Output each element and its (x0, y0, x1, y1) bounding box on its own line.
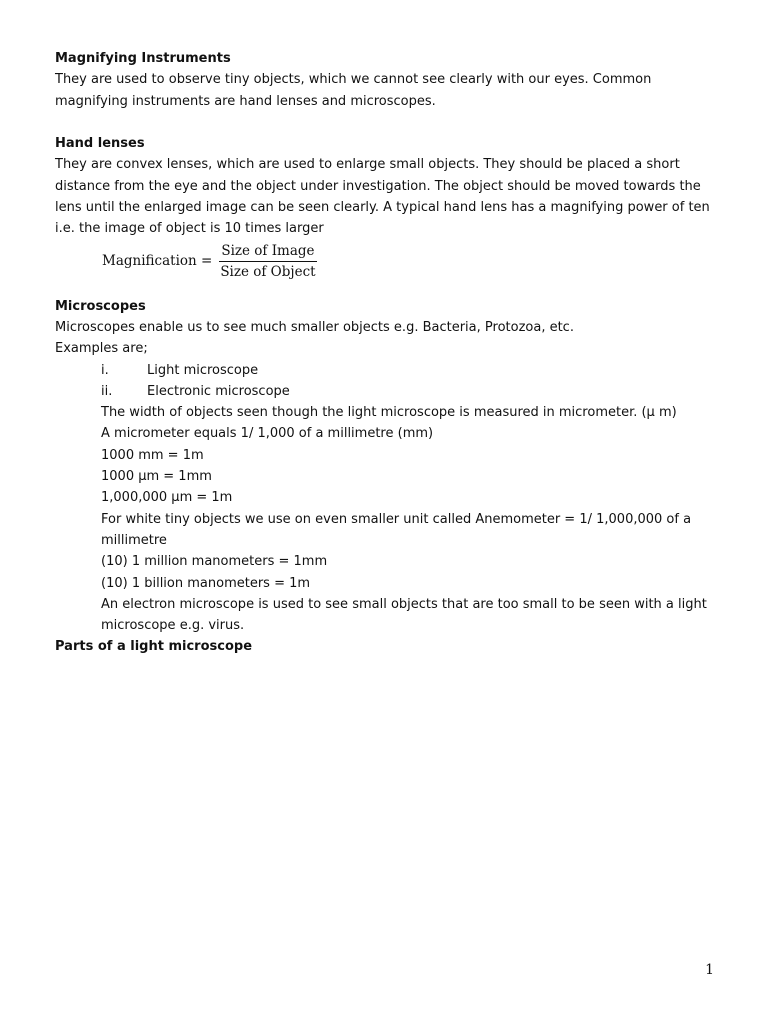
detail-line: For white tiny objects we use on even smaller unit called Anemometer = 1/ 1,000,000 of a (101, 511, 692, 527)
section-heading-hand-lenses: Hand lenses (55, 136, 145, 152)
list-item (55, 360, 715, 381)
paragraph-line: Microscopes enable us to see much smaller objects e.g. Bacteria, Protozoa, etc. (55, 319, 574, 335)
paragraph-line: They are convex lenses, which are used to enlarge small objects. They should be placed a short (55, 157, 680, 173)
paragraph-line: i.e. the image of object is 10 times larger (55, 221, 324, 237)
section-heading-magnifying-instruments: Magnifying Instruments (55, 51, 231, 66)
formula-label: Magnification = (102, 253, 213, 270)
page-number: 1 (705, 962, 714, 978)
list-text: Light microscope (147, 362, 259, 378)
detail-line: (10) 1 million manometers = 1mm (101, 554, 328, 570)
paragraph-line: distance from the eye and the object under investigation. The object should be moved towards the (55, 178, 701, 194)
detail-line: 1000 mm = 1m (101, 447, 204, 463)
section-heading-parts-of-light-microscope: Parts of a light microscope (55, 639, 253, 655)
list-text: Electronic microscope (147, 383, 290, 399)
detail-line: 1000 μm = 1mm (101, 469, 212, 485)
magnification-formula (102, 240, 715, 284)
list-number: ii. (101, 383, 113, 399)
section-heading-microscopes: Microscopes (55, 298, 146, 314)
detail-line: microscope e.g. virus. (101, 618, 245, 634)
detail-line: millimetre (101, 532, 167, 548)
detail-line: An electron microscope is used to see small objects that are too small to be seen with a light (101, 596, 707, 612)
paragraph-line: lens until the enlarged image can be seen clearly. A typical hand lens has a magnifying power of ten (55, 200, 710, 216)
paragraph-line: magnifying instruments are hand lenses and microscopes. (55, 93, 436, 109)
document-page (55, 48, 715, 658)
formula-numerator: Size of Image (219, 242, 316, 262)
detail-line: The width of objects seen though the light microscope is measured in micrometer. (μ m) (101, 405, 677, 421)
examples-label: Examples are; (55, 341, 148, 357)
formula-fraction (218, 242, 317, 282)
formula-denominator: Size of Object (220, 263, 316, 280)
list-number: i. (101, 362, 109, 378)
spacer (55, 112, 715, 133)
detail-line: A micrometer equals 1/ 1,000 of a millimetre (mm) (101, 426, 434, 442)
detail-line: 1,000,000 μm = 1m (101, 490, 233, 506)
list-item (55, 381, 715, 402)
detail-line: (10) 1 billion manometers = 1m (101, 575, 311, 591)
paragraph-line: They are used to observe tiny objects, which we cannot see clearly with our eyes. Common (55, 72, 652, 88)
